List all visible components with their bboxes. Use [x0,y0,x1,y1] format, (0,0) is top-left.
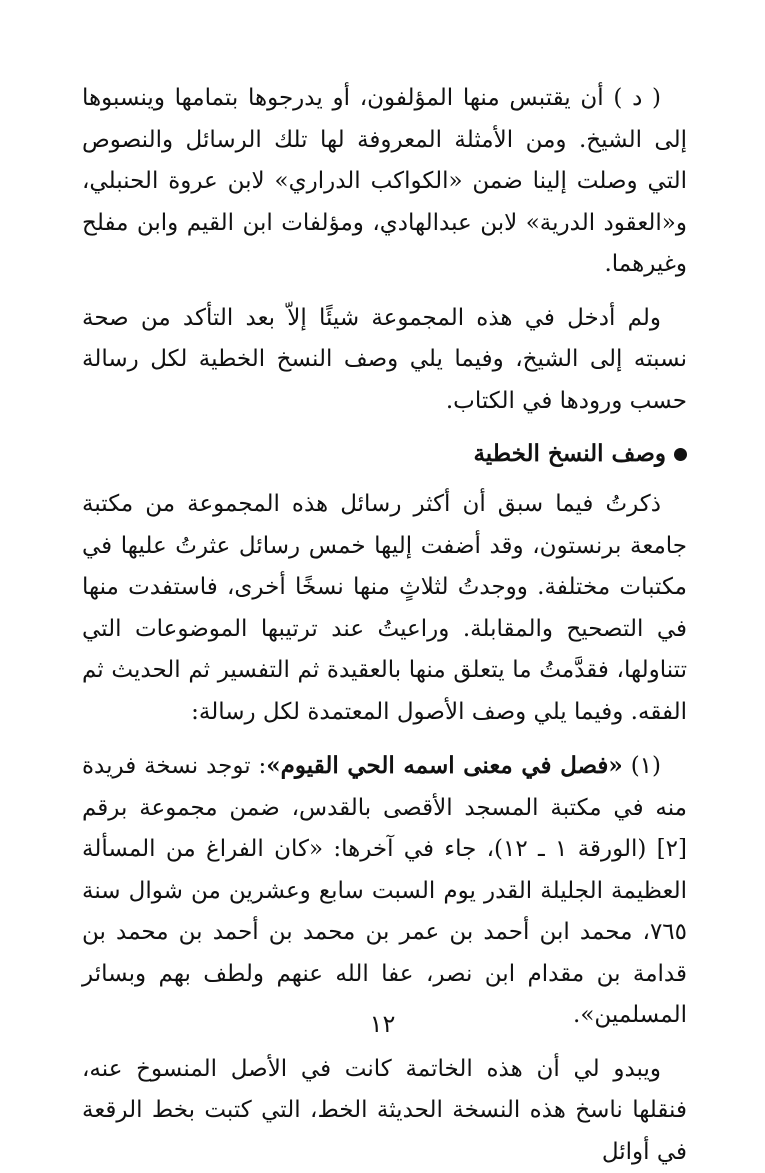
paragraph-3: ذكرتُ فيما سبق أن أكثر رسائل هذه المجموعة من مكتبة جامعة برنستون، وقد أضفت إليها خمس رسائل عثرتُ عليها في مكتبات مختلفة. ووجدتُ لثلاثٍ منها نسخًا أخرى، فاستفدت منها في التصحيح والمقابلة. وراعيتُ عند ترتيبها الموضوعات التي تتناولها، فقدَّمتُ ما يتعلق منها بالعقيدة ثم التفسير ثم الحديث ثم الفقه. وفيما يلي وصف الأصول المعتمدة لكل رسالة: [82,484,687,733]
paragraph-1: ( د ) أن يقتبس منها المؤلفون، أو يدرجوها بتمامها وينسبوها إلى الشيخ. ومن الأمثلة المعروفة لها تلك الرسائل والنصوص التي وصلت إلينا ضمن «الكواكب الدراري» لابن عروة الحنبلي، و«العقود الدرية» لابن عبدالهادي، ومؤلفات ابن القيم وابن مفلح وغيرهما. [82,78,687,286]
section-heading-text: وصف النسخ الخطية [473,434,666,474]
item-number: (١) [623,753,661,779]
page-number: ١٢ [0,1010,765,1038]
section-heading [82,434,687,474]
item-description: : توجد نسخة فريدة منه في مكتبة المسجد الأقصى بالقدس، ضمن مجموعة برقم [٢] (الورقة ١ ـ ١٢)، جاء في آخرها: «كان الفراغ من المسألة العظيمة الجليلة القدر يوم السبت سابع وعشرين من شوال سنة ٧٦٥، محمد ابن أحمد بن عمر بن محمد بن أحمد بن محمد بن قدامة بن مقدام ابن نصر، عفا الله عنهم ولطف بهم وبسائر المسلمين». [82,753,687,1028]
bullet-icon [674,448,687,461]
page-body [82,78,687,1173]
item-title: «فصل في معنى اسمه الحي القيوم» [266,752,623,779]
paragraph-4 [82,745,687,1037]
paragraph-2: ولم أدخل في هذه المجموعة شيئًا إلاّ بعد التأكد من صحة نسبته إلى الشيخ، وفيما يلي وصف النسخ الخطية لكل رسالة حسب ورودها في الكتاب. [82,298,687,423]
paragraph-5: ويبدو لي أن هذه الخاتمة كانت في الأصل المنسوخ عنه، فنقلها ناسخ هذه النسخة الحديثة الخط، التي كتبت بخط الرقعة في أوائل [82,1049,687,1173]
